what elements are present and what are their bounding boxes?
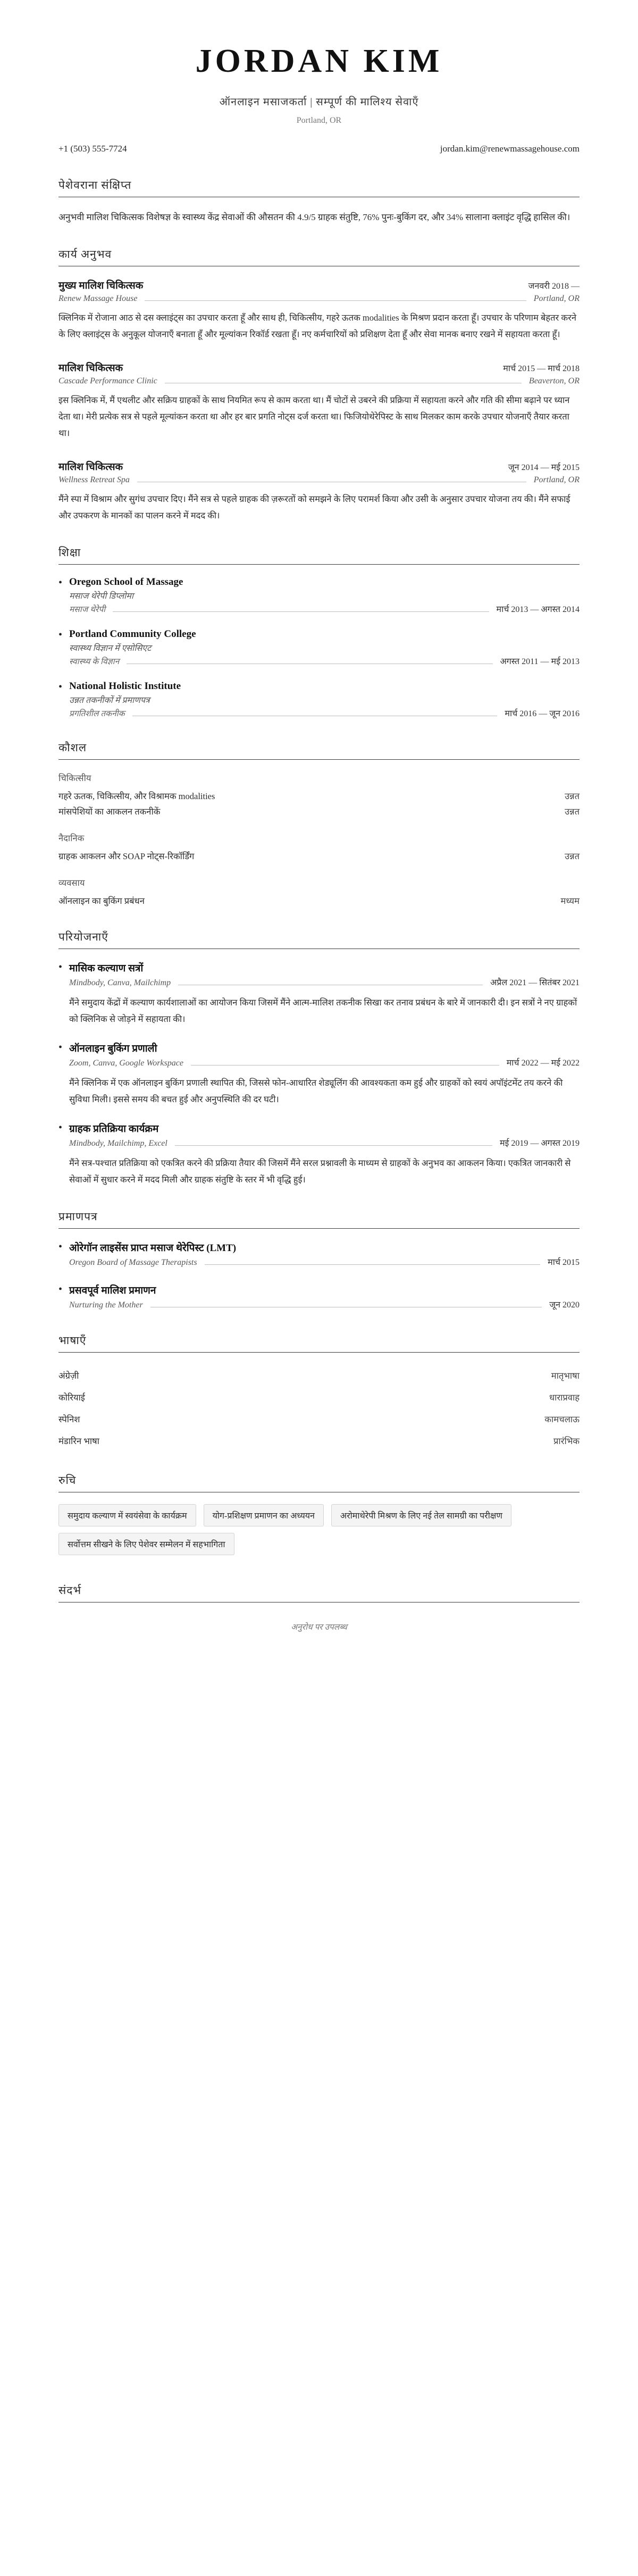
experience-title-row (58, 360, 580, 374)
project-dates: अप्रैल 2021 — सितंबर 2021 (490, 978, 580, 988)
section-experience (58, 247, 580, 524)
bullet-icon: • (58, 629, 63, 641)
certification-item (58, 1283, 580, 1312)
project-dates: मई 2019 — अगस्त 2019 (499, 1139, 580, 1148)
project-item (58, 1121, 580, 1188)
job-location: Beaverton, OR (528, 376, 580, 386)
contact-row (58, 144, 580, 154)
bullet-icon: • (58, 577, 63, 589)
bullet-icon: • (58, 961, 63, 974)
certification-item (58, 1240, 580, 1269)
skill-label: गहरे ऊतक, चिकित्सीय, और विश्रामक modalities (58, 791, 215, 802)
skill-group (58, 832, 580, 863)
school-name: Oregon School of Massage (69, 576, 183, 588)
skill-label: मांसपेशियों का आकलन तकनीकें (58, 807, 161, 817)
certification-title: ओरेगॉन लाइसेंस प्राप्त मसाज थेरेपिस्ट (LMT) (69, 1243, 237, 1254)
section-languages (58, 1333, 580, 1451)
skill-row (58, 803, 580, 819)
summary-text: अनुभवी मालिश चिकित्सक विशेषज्ञ के स्वास्थ्य केंद्र सेवाओं की औसतन की 4.9/5 ग्राहक संतुष्टि, 76% पुनः-बुकिंग दर, और 34% सालाना क्लाइंट वृद्धि हासिल की। (58, 212, 570, 222)
job-dates: जून 2014 — मई 2015 (508, 463, 580, 473)
project-tools: Zoom, Canva, Google Workspace (69, 1059, 183, 1068)
phone-number: +1 (503) 555-7724 (58, 144, 127, 154)
divider (137, 481, 526, 482)
language-row (58, 1386, 580, 1408)
language-name: स्पेनिश (58, 1414, 80, 1425)
interests-section-title: रुचि (58, 1473, 580, 1492)
divider (175, 1145, 492, 1146)
job-description: मैंने स्पा में विश्राम और सुगंध उपचार दिए। मैंने सत्र से पहले ग्राहक की ज़रूरतों को समझने के लिए परामर्श किया और उसी के अनुसार उपचार योजना तय की। मैंने सफाई और उपकरण के मानकों का पालन करने में मदद की। (58, 494, 570, 521)
project-item (58, 1041, 580, 1107)
degree-name: स्वास्थ्य विज्ञान में एसोसिएट (69, 644, 152, 653)
bullet-icon: • (58, 1283, 63, 1296)
education-item (58, 628, 580, 667)
language-level: कामचलाऊ (544, 1414, 580, 1425)
job-location: Portland, OR (533, 294, 580, 304)
skill-group (58, 771, 580, 819)
skill-row (58, 893, 580, 908)
education-dates: अगस्त 2011 — मई 2013 (500, 657, 580, 667)
divider (205, 1264, 541, 1265)
project-title: ऑनलाइन बुकिंग प्रणाली (69, 1043, 157, 1055)
project-title: ग्राहक प्रतिक्रिया कार्यक्रम (69, 1123, 159, 1135)
experience-item (58, 360, 580, 441)
skill-label: ऑनलाइन का बुकिंग प्रबंधन (58, 896, 145, 907)
experience-item (58, 278, 580, 342)
section-skills (58, 740, 580, 908)
job-title: मालिश चिकित्सक (58, 462, 123, 473)
skill-level: उन्नत (565, 791, 580, 802)
skill-row (58, 848, 580, 863)
skill-group (58, 876, 580, 908)
language-level: धाराप्रवाह (549, 1392, 580, 1403)
education-section-title: शिक्षा (58, 545, 580, 565)
job-dates: जनवरी 2018 — (528, 282, 580, 291)
education-item (58, 681, 580, 719)
professional-headline: ऑनलाइन मसाजकर्ता | सम्पूर्ण की मालिश्य सेवाएँ (219, 96, 419, 108)
skill-label: ग्राहक आकलन और SOAP नोट्स-रिकॉर्डिंग (58, 851, 195, 862)
section-certifications (58, 1209, 580, 1312)
divider (127, 663, 492, 664)
project-item (58, 961, 580, 1027)
degree-name: उन्नत तकनीकों में प्रमाणपत्र (69, 696, 150, 706)
skill-level: उन्नत (565, 851, 580, 862)
page-title: JORDAN KIM (195, 43, 443, 79)
certification-date: जून 2020 (549, 1300, 580, 1310)
section-education (58, 545, 580, 719)
job-location: Portland, OR (533, 475, 580, 485)
experience-company-row (58, 475, 580, 485)
resume-header (58, 43, 580, 154)
skill-row (58, 788, 580, 803)
language-name: अंग्रेज़ी (58, 1371, 79, 1381)
experience-company-row (58, 376, 580, 386)
degree-name: मसाज थेरेपी डिप्लोमा (69, 592, 134, 601)
references-note: अनुरोध पर उपलब्ध (291, 1623, 347, 1632)
job-company: Cascade Performance Clinic (58, 376, 157, 386)
skill-group-name: नैदानिक (58, 833, 85, 844)
project-description: मैंने क्लिनिक में एक ऑनलाइन बुकिंग प्रणाली स्थापित की, जिससे फोन-आधारित शेड्यूलिंग की आवश्यकता कम हुई और ग्राहकों को स्वयं अपॉइंटमेंट तय करने की सुविधा मिली। इससे समय की बचत हुई और अनुपस्थिति की दर घटी। (69, 1078, 563, 1104)
divider (191, 1064, 499, 1065)
certifications-section-title: प्रमाणपत्र (58, 1209, 580, 1229)
school-name: National Holistic Institute (69, 681, 181, 692)
field-of-study: प्रगतिशील तकनीक (69, 709, 125, 719)
skill-group-name: चिकित्सीय (58, 773, 91, 784)
language-name: मंडारिन भाषा (58, 1436, 99, 1447)
job-title: मालिश चिकित्सक (58, 363, 123, 374)
language-row (58, 1364, 580, 1386)
email-address: jordan.kim@renewmassagehouse.com (440, 144, 580, 154)
job-description: क्लिनिक में रोजाना आठ से दस क्लाइंट्स का उपचार करता हूँ और साथ ही, चिकित्सीय, गहरे ऊतक modalities के मिश्रण प्रदान करता हूँ। उपचार के परिणाम बेहतर करने के लिए क्लाइंट्स के अनुकूल योजनाएँ बनाता हूँ और मूल्यांकन रिकॉर्ड रखता हूँ। नए कर्मचारियों को प्रशिक्षण देता हूँ और सेवा मानक बनाए रखने में सहायता करता हूँ। (58, 313, 576, 339)
project-title: मासिक कल्याण सत्रों (69, 963, 144, 975)
interest-chip-list (58, 1504, 580, 1562)
project-dates: मार्च 2022 — मई 2022 (506, 1059, 580, 1068)
bullet-icon: • (58, 1042, 63, 1054)
experience-title-row (58, 459, 580, 473)
project-description: मैंने सत्र-पश्चात प्रतिक्रिया को एकत्रित करने की प्रक्रिया तैयार की जिसमें मैंने सरल प्रश्नावली के माध्यम से ग्राहकों के अनुभव का आकलन किया। एकत्रित जानकारी से सेवाओं में सुधार करने में मदद मिली और ग्राहक संतुष्टि के स्तर में भी वृद्धि हुई। (69, 1158, 571, 1185)
skill-level: उन्नत (565, 807, 580, 817)
education-dates: मार्च 2013 — अगस्त 2014 (496, 605, 580, 615)
language-name: कोरियाई (58, 1392, 85, 1403)
job-company: Wellness Retreat Spa (58, 475, 130, 485)
school-name: Portland Community College (69, 628, 196, 640)
experience-section-title: कार्य अनुभव (58, 247, 580, 266)
job-title: मुख्य मालिश चिकित्सक (58, 280, 144, 292)
summary-section-title: पेशेवराना संक्षिप्त (58, 178, 580, 197)
job-description: इस क्लिनिक में, मैं एथलीट और सक्रिय ग्राहकों के साथ नियमित रूप से काम करता था। मैं चोटों से उबरने की प्रक्रिया में सहायता करने और गति की सीमा बढ़ाने पर ध्यान देता था। मेरी प्रत्येक सत्र से पहले मूल्यांकन करता था और हर बार प्रगति नोट्स दर्ज करता था। फिजियोथेरेपिस्ट के साथ मिलकर काम करके उपचार योजनाएँ तैयार करता था। (58, 395, 570, 438)
skill-level: मध्यम (560, 896, 580, 907)
language-row (58, 1408, 580, 1430)
languages-section-title: भाषाएँ (58, 1333, 580, 1353)
experience-company-row (58, 294, 580, 304)
section-interests (58, 1473, 580, 1562)
skill-group-name: व्यवसाय (58, 878, 85, 888)
certification-date: मार्च 2015 (548, 1258, 580, 1268)
interest-chip: सर्वोत्तम सीखने के लिए पेशेवर सम्मेलन में सहभागिता (58, 1533, 234, 1555)
experience-title-row (58, 278, 580, 292)
skills-section-title: कौशल (58, 740, 580, 760)
divider (113, 611, 489, 612)
certification-issuer: Oregon Board of Massage Therapists (69, 1258, 197, 1268)
certification-issuer: Nurturing the Mother (69, 1300, 143, 1310)
language-level: मातृभाषा (551, 1371, 580, 1381)
bullet-icon: • (58, 1122, 63, 1134)
divider (178, 984, 483, 985)
education-dates: मार्च 2016 — जून 2016 (505, 709, 580, 719)
interest-chip: योग-प्रशिक्षण प्रमाणन का अध्ययन (204, 1504, 324, 1526)
interest-chip: अरोमाथेरेपी मिश्रण के लिए नई तेल सामग्री का परीक्षण (331, 1504, 511, 1526)
divider (150, 1306, 542, 1307)
field-of-study: स्वास्थ्य के विज्ञान (69, 657, 120, 667)
language-row (58, 1430, 580, 1451)
section-projects (58, 929, 580, 1188)
divider (145, 300, 526, 301)
job-dates: मार्च 2015 — मार्च 2018 (503, 364, 580, 374)
education-item (58, 576, 580, 615)
section-summary (58, 178, 580, 225)
field-of-study: मसाज थेरेपी (69, 605, 106, 615)
section-references (58, 1583, 580, 1632)
job-company: Renew Massage House (58, 294, 138, 304)
certification-title: प्रसवपूर्व मालिश प्रमाणन (69, 1285, 156, 1297)
header-location: Portland, OR (296, 116, 342, 125)
divider (132, 715, 498, 716)
project-tools: Mindbody, Mailchimp, Excel (69, 1139, 167, 1148)
experience-item (58, 459, 580, 524)
references-section-title: संदर्भ (58, 1583, 580, 1602)
language-level: प्रारंभिक (553, 1436, 580, 1447)
divider (165, 382, 522, 383)
interest-chip: समुदाय कल्याण में स्वयंसेवा के कार्यक्रम (58, 1504, 196, 1526)
bullet-icon: • (58, 681, 63, 693)
projects-section-title: परियोजनाएँ (58, 929, 580, 949)
project-description: मैंने समुदाय केंद्रों में कल्याण कार्यशालाओं का आयोजन किया जिसमें मैंने आत्म-मालिश तकनीक सिखा कर तनाव प्रबंधन के बारे में जानकारी दी। इन सत्रों ने नए ग्राहकों को क्लिनिक से जोड़ने में सहायता की। (69, 997, 577, 1024)
project-tools: Mindbody, Canva, Mailchimp (69, 978, 171, 988)
bullet-icon: • (58, 1241, 63, 1253)
